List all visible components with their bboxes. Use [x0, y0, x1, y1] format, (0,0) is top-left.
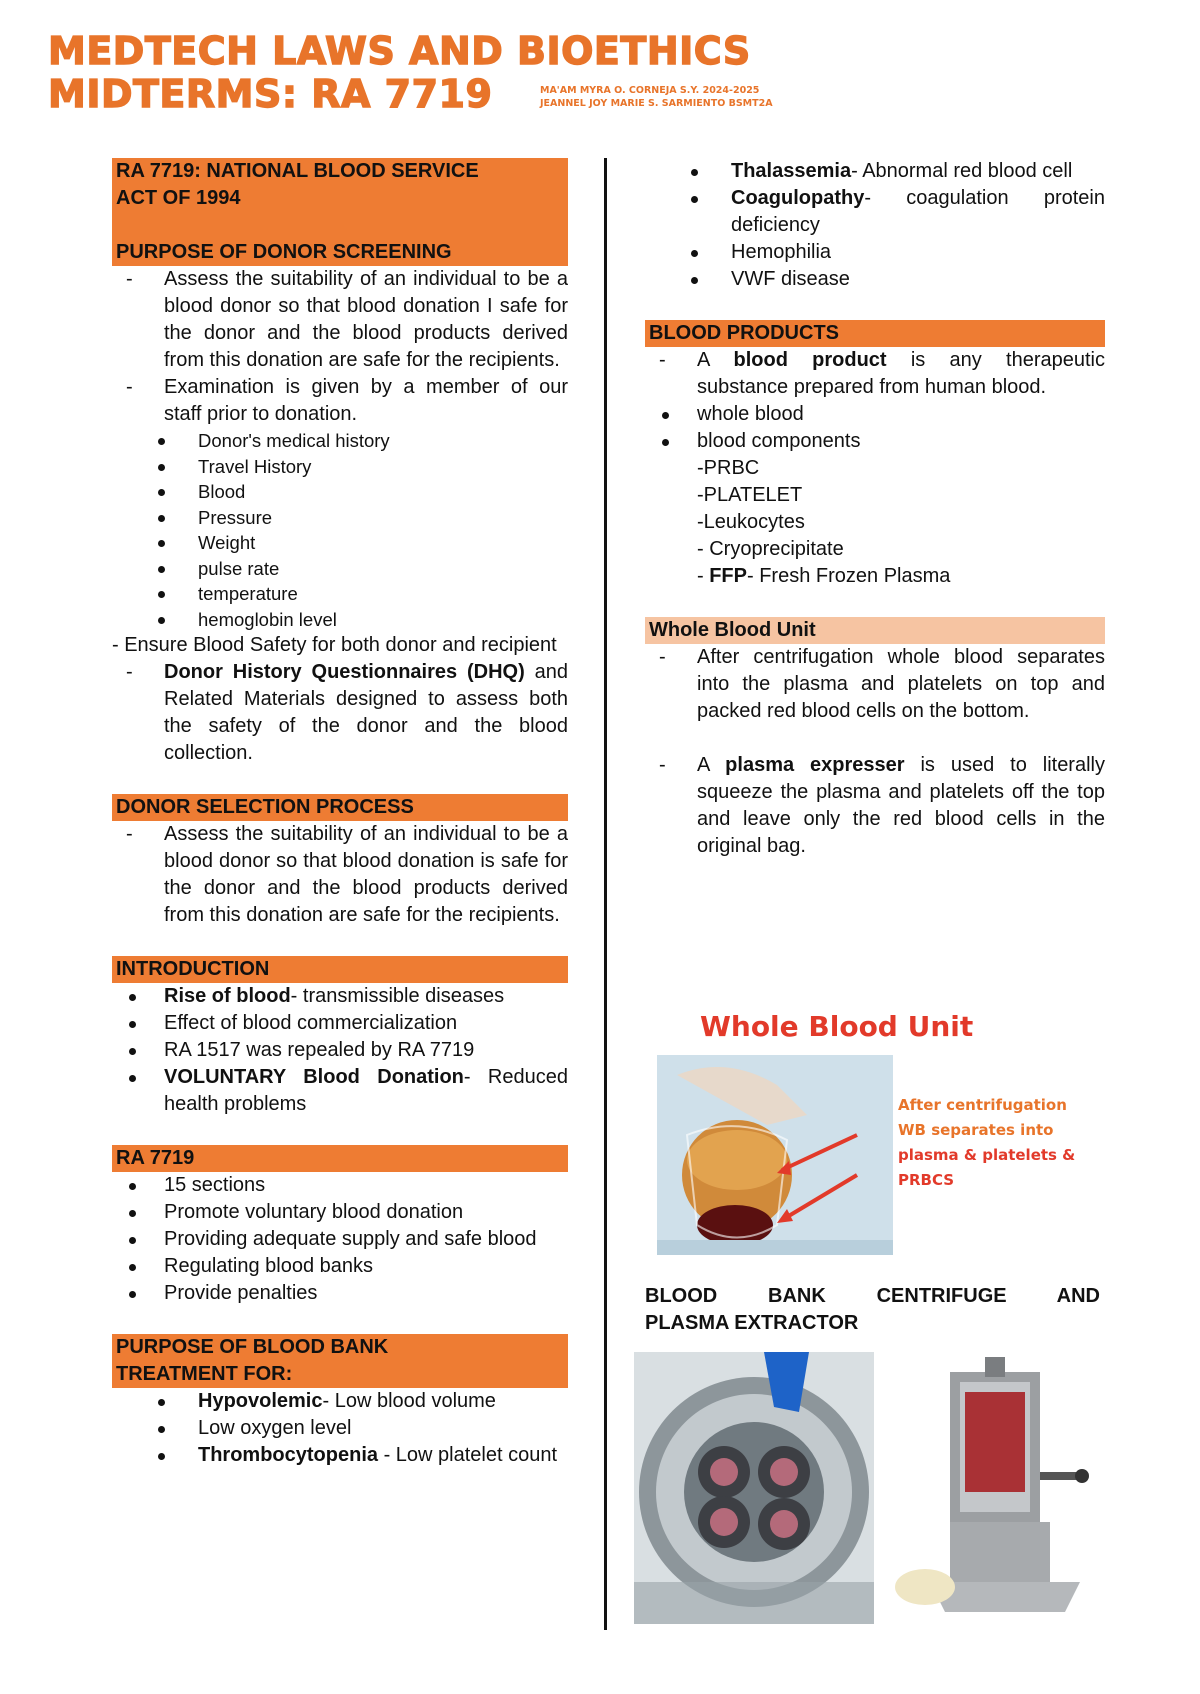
list-item: pulse rate [112, 556, 568, 582]
figure-annotation: After centrifugation WB separates into plasma & platelets & PRBCS [898, 1096, 1076, 1189]
sub-item: - Cryoprecipitate [697, 538, 844, 560]
list-item: blood components [645, 428, 1105, 455]
list-item: - A blood product is any therapeutic substance prepared from human blood. [645, 347, 1105, 401]
list-item: - A plasma expresser is used to literally squeeze the plasma and platelets off the top and leave only the red blood cells in the original bag. [645, 752, 1105, 860]
sub-item: -Leukocytes [697, 511, 805, 533]
sub-item: -PRBC [697, 457, 760, 479]
list-item: temperature [112, 581, 568, 607]
list-item: Blood [112, 479, 568, 505]
right-column [645, 158, 1105, 860]
list-item: VWF disease [645, 266, 1105, 293]
list-item: Low oxygen level [112, 1415, 568, 1442]
page-title-line-2: MIDTERMS: RA 7719 [48, 72, 493, 116]
section-heading-whole-blood-unit: Whole Blood Unit [645, 617, 1105, 644]
list-item: Pressure [112, 505, 568, 531]
list-item: Weight [112, 530, 568, 556]
sub-item: - FFP- Fresh Frozen Plasma [697, 565, 951, 587]
list-item: Thalassemia- Abnormal red blood cell [645, 158, 1105, 185]
list-item: Coagulopathy- coagulation protein deficiency [645, 185, 1105, 239]
list-item: Promote voluntary blood donation [112, 1199, 568, 1226]
section-heading-blood-bank-purpose: PURPOSE OF BLOOD BANK TREATMENT FOR: [112, 1334, 568, 1388]
list-item: Effect of blood commercialization [112, 1010, 568, 1037]
sub-item: -PLATELET [697, 484, 803, 506]
list-item: - Donor History Questionnaires (DHQ) and Related Materials designed to assess both the safety of the donor and the blood collection. [112, 659, 568, 767]
list-item: whole blood [645, 401, 1105, 428]
list-item: Rise of blood- transmissible diseases [112, 983, 568, 1010]
ensure-safety-text: - Ensure Blood Safety for both donor and recipient [112, 634, 557, 656]
list-item: VOLUNTARY Blood Donation- Reduced health problems [112, 1064, 568, 1118]
figure-title: Whole Blood Unit [700, 1010, 974, 1043]
section-heading-introduction: INTRODUCTION [112, 956, 568, 983]
whole-blood-bag-photo [657, 1055, 893, 1255]
list-item: - Assess the suitability of an individual to be a blood donor so that blood donation I safe for the donor and the blood products derived from this donation are safe for the recipients. [112, 266, 568, 374]
left-column [112, 158, 568, 1469]
section-heading-blood-products: BLOOD PRODUCTS [645, 320, 1105, 347]
list-item: Hemophilia [645, 239, 1105, 266]
centrifuge-photo [634, 1352, 874, 1624]
list-item: hemoglobin level [112, 607, 568, 633]
list-item: Thrombocytopenia - Low platelet count [112, 1442, 568, 1469]
list-item: Hypovolemic- Low blood volume [112, 1388, 568, 1415]
list-item: - Assess the suitability of an individual to be a blood donor so that blood donation is safe for the donor and the blood products derived from this donation are safe for the recipients. [112, 821, 568, 929]
column-divider [604, 158, 607, 1630]
list-item: Regulating blood banks [112, 1253, 568, 1280]
list-item: Providing adequate supply and safe blood [112, 1226, 568, 1253]
list-item: Travel History [112, 454, 568, 480]
list-item: - After centrifugation whole blood separates into the plasma and platelets on top and packed red blood cells on the bottom. [645, 644, 1105, 725]
list-item: Provide penalties [112, 1280, 568, 1307]
list-item: 15 sections [112, 1172, 568, 1199]
centrifuge-caption: BLOOD BANK CENTRIFUGE AND PLASMA EXTRACTOR [645, 1285, 1100, 1334]
list-item: - Examination is given by a member of our staff prior to donation. [112, 374, 568, 428]
section-heading-donor-screening: PURPOSE OF DONOR SCREENING [116, 241, 452, 263]
author-line-1: MA'AM MYRA O. CORNEJA S.Y. 2024-2025 [540, 85, 760, 96]
list-item: RA 1517 was repealed by RA 7719 [112, 1037, 568, 1064]
list-item: Donor's medical history [112, 428, 568, 454]
section-heading-ra7719-title: RA 7719: NATIONAL BLOOD SERVICE ACT OF 1994 PURPOSE OF DONOR SCREENING [112, 158, 568, 266]
author-line-2: JEANNEL JOY MARIE S. SARMIENTO BSMT2A [540, 98, 773, 109]
section-heading-donor-selection: DONOR SELECTION PROCESS [112, 794, 568, 821]
section-heading-ra7719: RA 7719 [112, 1145, 568, 1172]
page-title-line-1: MEDTECH LAWS AND BIOETHICS [48, 29, 751, 73]
plasma-extractor-photo [890, 1352, 1110, 1624]
